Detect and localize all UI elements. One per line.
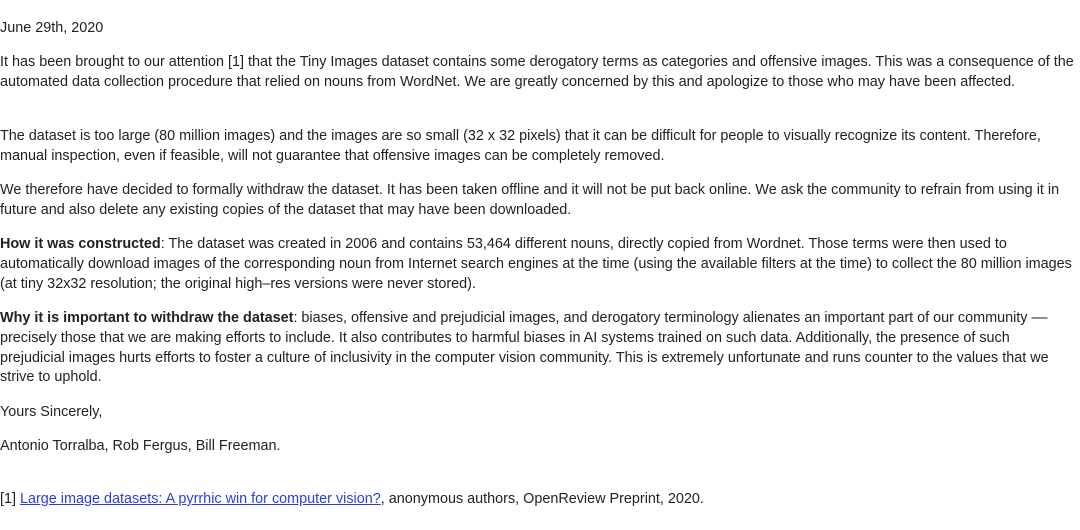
paragraph-construction — [0, 235, 1076, 294]
paragraph-withdrawal: We therefore have decided to formally withdraw the dataset. It has been taken offline and it will not be put back online. We ask the community to refrain from using it in future and also delete any existing copies of the dataset that may have been downloaded. — [0, 182, 1060, 218]
importance-heading: Why it is important to withdraw the dataset — [0, 310, 294, 326]
footnote-rest: , anonymous authors, OpenReview Preprint, 2020. — [380, 491, 704, 507]
construction-heading: How it was constructed — [0, 236, 161, 252]
authors-signature: Antonio Torralba, Rob Fergus, Bill Freeman. — [0, 438, 281, 454]
construction-body: : The dataset was created in 2006 and contains 53,464 different nouns, directly copied from Wordnet. Those terms were then used to automatically download images of the corresponding noun from Internet search engines at the time (using the available filters at the time) to collect the 80 million images (at tiny 32x32 resolution; the original high–res versions were never stored). — [0, 236, 1072, 292]
paragraph-attention: It has been brought to our attention [1] that the Tiny Images dataset contains some derogatory terms as categories and offensive images. This was a consequence of the automated data collection procedure that relied on nouns from WordNet. We are greatly concerned by this and apologize to those who may have been affected. — [0, 54, 1074, 90]
signoff: Yours Sincerely, — [0, 404, 103, 420]
paragraph-dataset-size: The dataset is too large (80 million images) and the images are so small (32 x 32 pixels) that it can be difficult for people to visually recognize its content. Therefore, manual inspection, even if feasible, will not guarantee that offensive images can be completely removed. — [0, 128, 1041, 164]
footnote-reference — [0, 490, 704, 510]
paragraph-importance — [0, 309, 1076, 388]
footnote-marker: [1] — [0, 491, 20, 507]
letter-date: June 29th, 2020 — [0, 20, 104, 36]
importance-body: : biases, offensive and prejudicial images, and derogatory terminology alienates an important part of our community –– precisely those that we are making efforts to include. It also contributes to harmful biases in AI systems trained on such data. Additionally, the presence of such prejudicial images hurts efforts to foster a culture of inclusivity in the computer vision community. This is extremely unfortunate and runs counter to the values that we strive to uphold. — [0, 310, 1049, 386]
reference-link[interactable]: Large image datasets: A pyrrhic win for computer vision? — [20, 491, 381, 507]
